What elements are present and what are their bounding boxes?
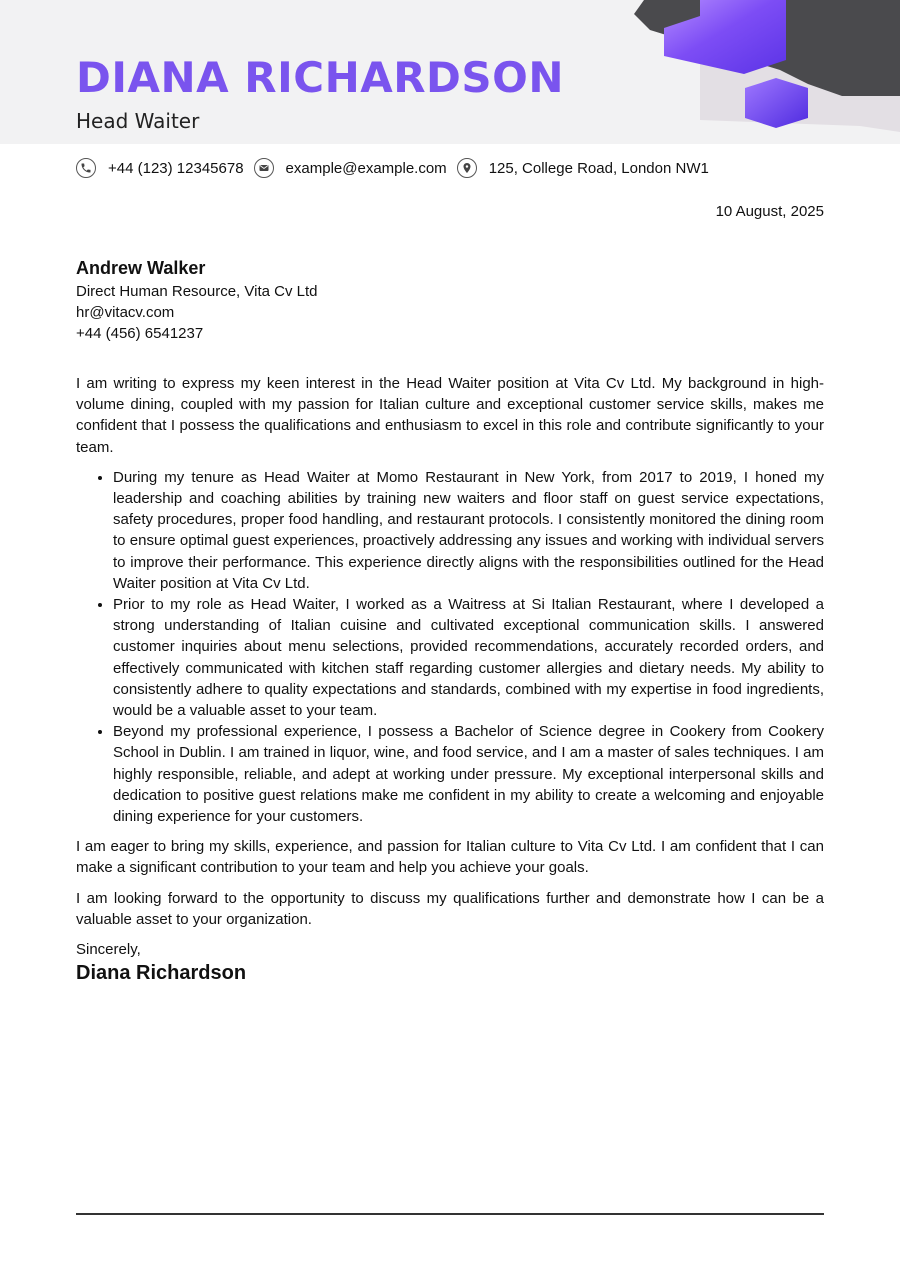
applicant-title: Head Waiter (76, 109, 200, 133)
contact-address: 125, College Road, London NW1 (488, 159, 709, 177)
recipient-block (76, 256, 318, 344)
list-item: • Beyond my professional experience, I possess a Bachelor of Science degree in Cookery from Cookery School in Dublin. I am trained in liquor, wine, and food service, and I am a master of sales techniques. I am highly responsible, reliable, and adept at working under pressure. My exceptional interpersonal skills and dedication to positive guest relations make me confident in my ability to create a welcoming and enjoyable dining experience for your customers. (113, 721, 824, 827)
paragraph-two: I am eager to bring my skills, experience, and passion for Italian culture to Vita Cv Ltd. I am confident that I can make a significant contribution to your team and help you achieve your goals. (76, 838, 824, 877)
hex-purple-small (745, 78, 808, 128)
recipient-position: Direct Human Resource, Vita Cv Ltd (76, 283, 318, 300)
location-pin-icon (457, 158, 477, 178)
recipient-phone: +44 (456) 6541237 (76, 325, 204, 342)
letter-date: 10 August, 2025 (715, 203, 824, 220)
closing: Sincerely, (76, 941, 141, 959)
paragraph-three: I am looking forward to the opportunity to discuss my qualifications further and demonstrate how I can be a valuable asset to your organization. (76, 889, 824, 928)
contact-row (76, 156, 719, 180)
contact-phone: +44 (123) 12345678 (108, 159, 244, 177)
experience-list (76, 467, 824, 827)
email-icon (254, 158, 274, 178)
list-item: • Prior to my role as Head Waiter, I worked as a Waitress at Si Italian Restaurant, where I developed a strong understanding of Italian cuisine and cultivated exceptional communication skills. I answered customer inquiries about menu selections, provided recommendations, accurately recorded orders, and effectively communicated with kitchen staff regarding customer allergies and dietary needs. My ability to consistently adhere to quality expectations and standards, combined with my expertise in food ingredients, would be a valuable asset to your team. (113, 594, 824, 721)
letter-body (76, 373, 824, 986)
signer-name: Diana Richardson (76, 962, 247, 985)
list-item: • During my tenure as Head Waiter at Momo Restaurant in New York, from 2017 to 2019, I honed my leadership and coaching abilities by training new waiters and floor staff on guest service expectations, safety procedures, proper food handling, and restaurant protocols. I consistently monitored the dining room to ensure optimal guest experiences, proactively addressing any issues and working with individual servers to improve their performance. This experience directly aligns with the responsibilities outlined for the Head Waiter position at Vita Cv Ltd. (113, 467, 824, 594)
contact-email[interactable]: example@example.com (285, 159, 447, 177)
phone-icon (76, 158, 96, 178)
footer-divider (76, 1213, 824, 1215)
applicant-name: DIANA RICHARDSON (76, 53, 565, 102)
intro-paragraph: I am writing to express my keen interest in the Head Waiter position at Vita Cv Ltd. My background in high-volume dining, coupled with my passion for Italian culture and exceptional customer service skills, makes me confident that I possess the qualifications and enthusiasm to excel in this role and contribute significantly to your team. (76, 375, 824, 456)
recipient-email[interactable]: hr@vitacv.com (76, 304, 175, 321)
recipient-name: Andrew Walker (76, 258, 206, 278)
